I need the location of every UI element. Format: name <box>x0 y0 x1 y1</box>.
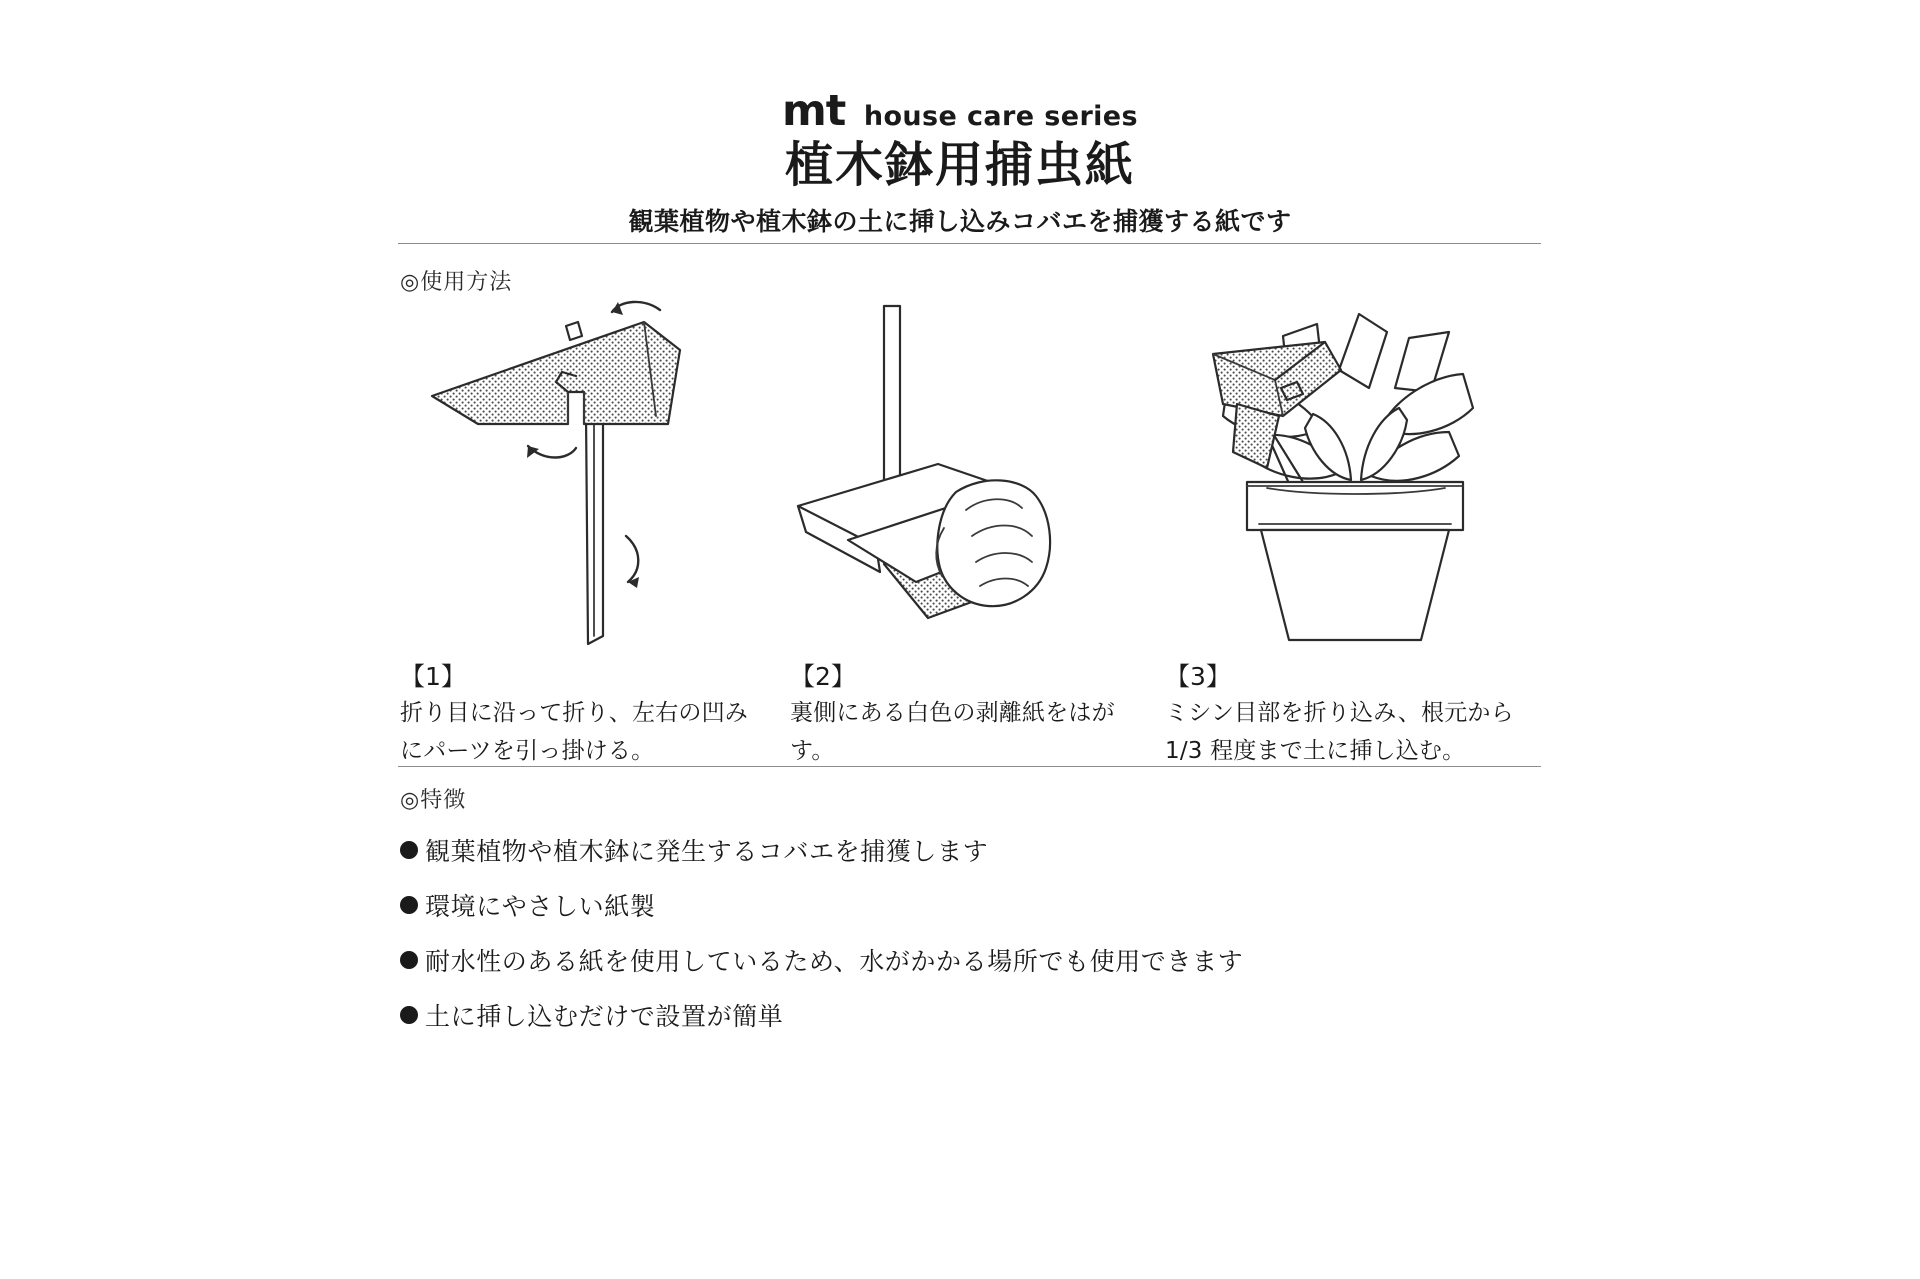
usage-section-label: ◎使用方法 <box>400 270 513 295</box>
usage-step <box>398 296 780 764</box>
list-item <box>400 879 1540 934</box>
step-1-illustration <box>398 296 780 656</box>
list-item <box>400 989 1540 1044</box>
bullet-icon <box>400 951 418 969</box>
step-number: 【1】 <box>400 662 466 691</box>
page-title: 植木鉢用捕虫紙 <box>784 137 1135 193</box>
feature-text: 環境にやさしい紙製 <box>425 892 656 921</box>
list-item <box>400 824 1540 879</box>
brand-series-label: house care series <box>863 101 1138 132</box>
step-number: 【3】 <box>1165 662 1231 691</box>
brand-logo-mt: mt <box>782 86 846 136</box>
usage-step <box>1163 296 1545 764</box>
features-list <box>400 824 1540 1044</box>
feature-text: 観葉植物や植木鉢に発生するコバエを捕獲します <box>425 837 989 866</box>
trap-inserted-in-plant-pot-icon <box>1163 296 1545 656</box>
usage-step <box>788 296 1170 764</box>
step-text: 折り目に沿って折り、左右の凹みにパーツを引っ掛ける。 <box>400 700 748 764</box>
features-section-label: ◎特徴 <box>400 788 467 813</box>
step-number: 【2】 <box>790 662 856 691</box>
divider-top <box>398 243 1541 244</box>
step-3-illustration <box>1163 296 1545 656</box>
folding-trap-paper-icon <box>398 296 780 656</box>
hand-peeling-release-paper-icon <box>788 296 1170 656</box>
step-text: ミシン目部を折り込み、根元から 1/3 程度まで土に挿し込む。 <box>1165 700 1514 764</box>
bullet-icon <box>400 841 418 859</box>
feature-text: 土に挿し込むだけで設置が簡単 <box>425 1002 784 1031</box>
list-item <box>400 934 1540 989</box>
usage-steps <box>398 296 1544 764</box>
bullet-icon <box>400 1006 418 1024</box>
page-subtitle: 観葉植物や植木鉢の土に挿し込みコバエを捕獲する紙です <box>628 207 1292 236</box>
step-2-illustration <box>788 296 1170 656</box>
bullet-icon <box>400 896 418 914</box>
step-text: 裏側にある白色の剥離紙をはがす。 <box>790 700 1115 764</box>
feature-text: 耐水性のある紙を使用しているため、水がかかる場所でも使用できます <box>425 947 1244 976</box>
divider-middle <box>398 766 1541 767</box>
